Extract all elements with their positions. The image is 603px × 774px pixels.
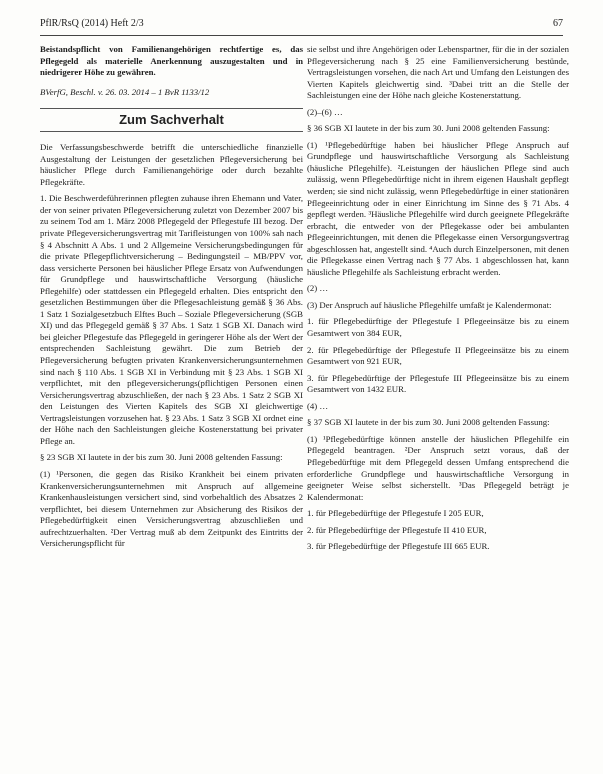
headnote: Beistandspflicht von Familienangehörigen rechtfertige es, das Pflegegeld als materielle Anerkennung auszugestalten und in niedrigerer Höhe zu gewähren.	[40, 44, 303, 78]
paragraph: § 37 SGB XI lautete in der bis zum 30. Juni 2008 geltenden Fassung:	[307, 417, 550, 428]
paragraph: § 36 SGB XI lautete in der bis zum 30. Juni 2008 geltenden Fassung:	[307, 123, 550, 134]
page-number: 67	[553, 18, 563, 29]
section-heading-box	[40, 108, 303, 132]
paragraph: (2)–(6) …	[307, 106, 343, 117]
running-header	[40, 18, 563, 29]
section-title: Zum Sachverhalt	[119, 112, 224, 128]
list-item: 2. für Pflegebedürftige der Pflegestufe II 410 EUR,	[307, 524, 487, 535]
paragraph: 1. Die Beschwerdeführerinnen pflegten zuhause ihren Ehemann und Vater, der von seiner privaten Pflegeversicherung zuletzt von Dezember 2007 bis zu seinem Tod am 1. März 2008 Pflegegeld der Pflegestufe III bezog. Der private Pflegeversicherungsvertrag mit Tarifleistungen von 100% sah nach § 4 Abschnitt A Abs. 1 und 2 Allgemeine Versicherungsbedingungen für die private Pflegepflichtversicherung – Bedingungsteil – MB/PPV vor, dass versicherte Personen bei häuslicher Pflege Ersatz von Aufwendungen für Grundpflege und hauswirtschaftliche Versorgung (häusliche Pflegehilfe) oder stattdessen ein Pflegegeld erhalten. Dies entspricht den gesetzlichen Bestimmungen über die Pflegesachleistung gemäß § 36 Abs. 1 Satz 1 Sozialgesetzbuch Elftes Buch – Soziale Pflegeversicherung (SGB XI) und das Pflegegeld gemäß § 37 Abs. 1 Satz 1 SGB XI. Danach wird bei gleicher Pflegestufe das Pflegegeld in geringerer Höhe als der Wert der entsprechenden Sachleistung gewährt. Die zum Betrieb der Pflegeversicherung befugten privaten Krankenversicherungsunternehmen sind nach § 110 Abs. 1 SGB XI in Verbindung mit § 23 Abs. 1 SGB XI verpflichtet, mit den pflegeversicherungs(pflichtigen Personen einen Versicherungsvertrag abzuschließen, der nach § 23 Abs. 1 Satz 2 SGB XI den Leistungen des Vierten Kapitels des SGB XI gleichwertige Vertragsleistungen vorzusehen hat. § 23 Abs. 1 Satz 3 SGB XI ordnet eine der Höhe nach den Sachleistungen gleiche Kostenerstattung bei privater Pflege an.	[40, 193, 303, 446]
paragraph: (4) …	[307, 400, 329, 411]
list-item: 1. für Pflegebedürftige der Pflegestufe I 205 EUR,	[307, 508, 484, 519]
right-column	[307, 44, 569, 558]
paragraph: § 23 SGB XI lautete in der bis zum 30. Juni 2008 geltenden Fassung:	[40, 452, 283, 463]
paragraph: (1) ¹Personen, die gegen das Risiko Krankheit bei einem privaten Krankenversicherungsunternehmen mit Anspruch auf allgemeine Krankenhausleistungen versichert sind, sind vorbehaltlich des Absatzes 2 verpflichtet, bei diesem Unternehmen zur Absicherung des Risikos der Pflegebedürftigkeit einen Versicherungsvertrag abzuschließen und aufrechtzuerhalten. ²Der Vertrag muß ab dem Zeitpunkt des Eintritts der Versicherungspflicht für	[40, 468, 303, 549]
paragraph: (1) ¹Pflegebedürftige haben bei häuslicher Pflege Anspruch auf Grundpflege und hauswirtschaftliche Versorgung als Sachleistung (häusliche Pflegehilfe). ²Leistungen der häuslichen Pflege sind auch zulässig, wenn Pflegebedürftige nicht in ihrem eigenen Haushalt gepflegt werden; sie sind nicht zulässig, wenn Pflegebedürftige in einer stationären Pflegeeinrichtung oder in einer Einrichtung im Sinne des § 71 Abs. 4 gepflegt werden. ³Häusliche Pflegehilfe wird durch geeignete Pflegekräfte erbracht, die entweder von der Pflegekasse oder bei ambulanten Pflegeeinrichtungen, mit denen die Pflegekasse einen Versorgungsvertrag abgeschlossen hat, angestellt sind. ⁴Auch durch Einzelpersonen, mit denen die Pflegekasse einen Vertrag nach § 77 Abs. 1 abgeschlossen hat, kann häusliche Pflegehilfe als Sachleistung erbracht werden.	[307, 139, 569, 277]
left-column	[40, 44, 303, 555]
header-rule	[40, 35, 563, 36]
list-item: 1. für Pflegebedürftige der Pflegestufe I Pflegeeinsätze bis zu einem Gesamtwert von 384 EUR,	[307, 316, 569, 339]
list-item: 2. für Pflegebedürftige der Pflegestufe II Pflegeeinsätze bis zu einem Gesamtwert von 921 EUR,	[307, 344, 569, 367]
paragraph: (3) Der Anspruch auf häusliche Pflegehilfe umfaßt je Kalendermonat:	[307, 299, 552, 310]
paragraph: (2) …	[307, 283, 329, 294]
paragraph: (1) ¹Pflegebedürftige können anstelle der häuslichen Pflegehilfe ein Pflegegeld beantragen. ²Der Anspruch setzt voraus, daß der Pflegebedürftige mit dem Pflegegeld dessen Umfang entsprechend die erforderliche Grundpflege und hauswirtschaftliche Versorgung in geeigneter Weise selbst sicherstellt. ³Das Pflegegeld beträgt je Kalendermonat:	[307, 433, 569, 502]
journal-title: PflR/RsQ (2014) Heft 2/3	[40, 18, 144, 29]
court-citation: BVerfG, Beschl. v. 26. 03. 2014 – 1 BvR 1133/12	[40, 86, 210, 97]
paragraph: Die Verfassungsbeschwerde betrifft die unterschiedliche finanzielle Ausgestaltung der Leistungen der gesetzlichen Pflegeversicherung bei häuslicher Pflege durch Familienangehörige oder durch bezahlte Pflegekräfte.	[40, 142, 303, 187]
list-item: 3. für Pflegebedürftige der Pflegestufe III 665 EUR.	[307, 541, 490, 552]
paragraph: sie selbst und ihre Angehörigen oder Lebenspartner, für die in der sozialen Pflegeversicherung nach § 25 eine Familienversicherung bestünde, Vertragsleistungen vorsehen, die nach Art und Umfang den Leistungen des Vierten Kapitels gleichwertig sind. ³Dabei tritt an die Stelle der Sachleistungen eine der Höhe nach gleiche Kostenerstattung.	[307, 44, 569, 101]
list-item: 3. für Pflegebedürftige der Pflegestufe III Pflegeeinsätze bis zu einem Gesamtwert von 1432 EUR.	[307, 372, 569, 395]
